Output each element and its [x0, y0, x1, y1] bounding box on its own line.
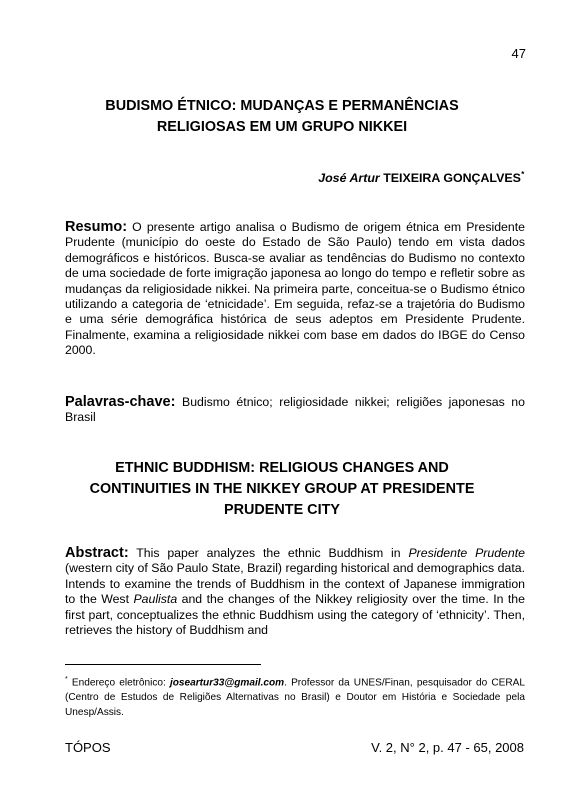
page-number: 47 [511, 46, 526, 61]
author-given-name: José Artur [318, 171, 380, 186]
keywords-paragraph [65, 395, 525, 426]
abstract-paragraph [65, 546, 525, 638]
abstract-text-2: (western city of São Paulo State, Brazil) regarding historical and demographics data. Intends to examine the trends of Buddhism in the context of Japanese immigration to the West [65, 561, 525, 607]
title-en-line-3: PRUDENTE CITY [224, 502, 340, 518]
title-pt-line-2: RELIGIOSAS EM UM GRUPO NIKKEI [156, 119, 408, 135]
footnote-prefix: Endereço eletrônico: [67, 677, 170, 689]
footnote-text: . Professor da UNES/Finan, pesquisador do CERAL (Centro de Estudos de Religiões Alternativas no Brasil) e Doutor em História e Sociedade pela Unesp/Assis. [65, 677, 525, 719]
author-footnote-mark: * [520, 170, 524, 179]
title-pt-line-1: BUDISMO ÉTNICO: MUDANÇAS E PERMANÊNCIAS [105, 98, 459, 114]
footnote-mark: * [65, 676, 68, 683]
abstract-text-3: and the changes of the Nikkey religiosity over the time. In the first part, conceptualizes the ethnic Buddhism using the category of ‘ethnicity’. Then, retrieves the history of Buddhism and [65, 592, 525, 638]
article-title-en [60, 458, 504, 521]
article-title-pt [60, 96, 504, 138]
abstract-italic-city: Presidente Prudente [408, 546, 525, 560]
resumo-text: O presente artigo analisa o Budismo de origem étnica em Presidente Prudente (município do oeste do Estado de São Paulo) tendo em vista dados demográficos e históricos. Busca-se avaliar as tendências do Budismo no contexto de uma sociedade de forte imigração japonesa ao longo do tempo e refletir sobre as mudanças da religiosidade nikkei. Na primeira parte, conceitua-se o Budismo étnico utilizando a categoria de ‘etnicidade’. Em seguida, refaz-se a trajetória do Budismo e uma série demográfica histórica de seus adeptos em Presidente Prudente. Finalmente, examina a religiosidade nikkei com base em dados do IBGE do Censo 2000. [65, 220, 525, 358]
footnote-email: joseartur33@gmail.com [169, 677, 285, 689]
journal-name: TÓPOS [65, 740, 111, 755]
resumo-paragraph [65, 220, 525, 359]
citation-info: V. 2, N° 2, p. 47 - 65, 2008 [371, 740, 524, 755]
author-surname: TEIXEIRA GONÇALVES [383, 171, 521, 186]
abstract-italic-paulista: Paulista [133, 592, 178, 607]
abstract-label: Abstract: [65, 545, 129, 561]
footnote-divider [65, 664, 261, 665]
abstract-text-1: This paper analyzes the ethnic Buddhism in [128, 546, 409, 560]
title-en-line-2: CONTINUITIES IN THE NIKKEY GROUP AT PRESIDENTE [89, 481, 475, 497]
author-name [318, 170, 524, 185]
keywords-label: Palavras-chave: [65, 394, 176, 410]
keywords-text: Budismo étnico; religiosidade nikkei; religiões japonesas no Brasil [65, 395, 525, 425]
title-en-line-1: ETHNIC BUDDHISM: RELIGIOUS CHANGES AND [115, 460, 449, 476]
footnote [65, 672, 525, 720]
resumo-label: Resumo: [65, 219, 128, 235]
